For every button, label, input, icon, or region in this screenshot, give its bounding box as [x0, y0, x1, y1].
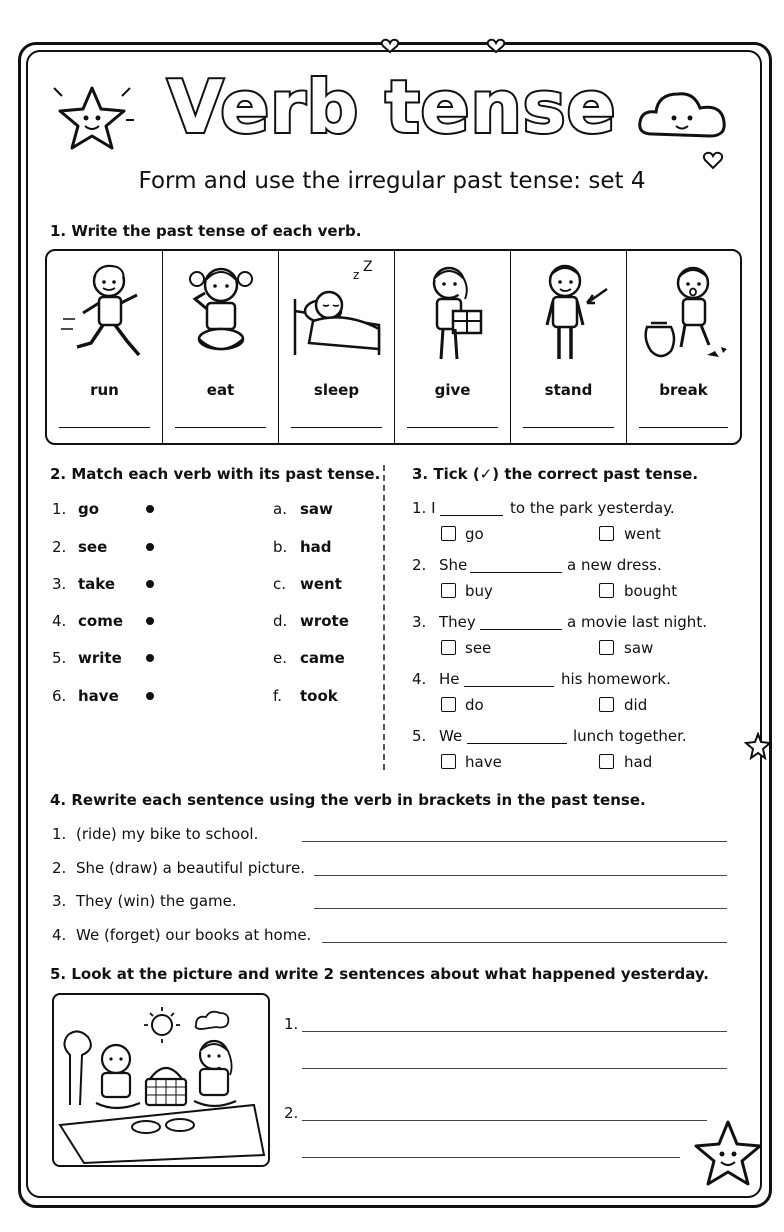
match-right-letter: f. [273, 687, 282, 705]
match-dot[interactable] [146, 505, 154, 513]
tick-item-num: 1. I [412, 499, 436, 517]
match-right-word[interactable]: came [300, 649, 345, 667]
match-left-word[interactable]: take [78, 575, 116, 593]
heart-icon-top-2 [486, 38, 506, 54]
section3-heading: 3. Tick (✓) the correct past tense. [412, 465, 699, 483]
match-dot[interactable] [146, 543, 154, 551]
rewrite-num: 1. [52, 825, 67, 843]
checkbox-label: saw [624, 639, 654, 657]
match-dot[interactable] [146, 617, 154, 625]
verb-word: run [90, 381, 119, 399]
tick-item-text: a new dress. [567, 556, 662, 574]
rewrite-answer-line[interactable] [322, 941, 727, 943]
match-right-word[interactable]: went [300, 575, 342, 593]
match-right-letter: e. [273, 649, 287, 667]
rewrite-num: 2. [52, 859, 67, 877]
verb-word: sleep [313, 381, 360, 399]
rewrite-sentence: We (forget) our books at home. [76, 926, 312, 944]
section5-heading: 5. Look at the picture and write 2 sentences about what happened yesterday. [50, 965, 709, 983]
tick-item-subject: She [439, 556, 468, 574]
tick-blank[interactable] [464, 670, 554, 687]
match-left-num: 3. [52, 575, 67, 593]
checkbox-label: bought [624, 582, 678, 600]
match-dot[interactable] [146, 692, 154, 700]
verb-card [511, 251, 627, 443]
tick-item-subject: He [439, 670, 460, 688]
match-right-word[interactable]: took [300, 687, 338, 705]
answer-blank[interactable] [523, 427, 614, 428]
verb-card [627, 251, 740, 443]
tick-blank[interactable] [467, 727, 567, 744]
checkbox[interactable] [599, 754, 614, 769]
page-title: Verb tense [167, 65, 617, 149]
match-left-num: 5. [52, 649, 67, 667]
verb-card [47, 251, 163, 443]
tick-item-text: his homework. [561, 670, 671, 688]
checkbox[interactable] [599, 583, 614, 598]
match-right-letter: a. [273, 500, 287, 518]
match-left-word[interactable]: come [78, 612, 123, 630]
answer-blank[interactable] [639, 427, 728, 428]
match-right-letter: b. [273, 538, 288, 556]
rewrite-answer-line[interactable] [314, 907, 727, 909]
tick-blank[interactable] [440, 499, 503, 516]
sentence-answer-line[interactable] [302, 1030, 727, 1032]
match-left-word[interactable]: have [78, 687, 119, 705]
checkbox[interactable] [441, 526, 456, 541]
answer-blank[interactable] [59, 427, 150, 428]
tick-item-num: 2. [412, 556, 427, 574]
girl-eating-icon [173, 259, 269, 371]
sentence-num: 1. [284, 1015, 299, 1033]
verb-card [163, 251, 279, 443]
checkbox[interactable] [599, 640, 614, 655]
checkbox-label: went [624, 525, 661, 543]
tick-item-num: 4. [412, 670, 427, 688]
tick-item-num: 3. [412, 613, 427, 631]
sentence-answer-line[interactable] [302, 1156, 680, 1158]
match-left-word[interactable]: see [78, 538, 108, 556]
answer-blank[interactable] [291, 427, 382, 428]
checkbox-label: had [624, 753, 653, 771]
tick-blank[interactable] [470, 556, 562, 573]
girl-with-gift-icon [405, 259, 501, 371]
checkbox[interactable] [599, 526, 614, 541]
star-face-icon-bottom [686, 1116, 770, 1196]
checkbox-label: see [465, 639, 492, 657]
svg-text:z: z [353, 268, 360, 282]
sentence-answer-line[interactable] [302, 1067, 727, 1069]
verb-card [279, 251, 395, 443]
tick-item-subject: We [439, 727, 463, 745]
match-left-num: 6. [52, 687, 67, 705]
checkbox-label: did [624, 696, 648, 714]
tick-item-subject: They [439, 613, 476, 631]
verb-word: give [434, 381, 471, 399]
match-left-num: 1. [52, 500, 67, 518]
svg-text:Z: Z [363, 259, 373, 275]
match-left-num: 2. [52, 538, 67, 556]
rewrite-sentence: She (draw) a beautiful picture. [76, 859, 305, 877]
tick-item-num: 5. [412, 727, 427, 745]
answer-blank[interactable] [407, 427, 498, 428]
boy-running-icon [57, 259, 153, 371]
checkbox[interactable] [599, 697, 614, 712]
boy-broken-vase-icon [637, 259, 733, 371]
rewrite-num: 4. [52, 926, 67, 944]
child-sleeping-icon [289, 259, 385, 371]
verb-picture-grid [45, 249, 742, 445]
section4-heading: 4. Rewrite each sentence using the verb in brackets in the past tense. [50, 791, 646, 809]
match-right-word[interactable]: wrote [300, 612, 349, 630]
checkbox[interactable] [441, 754, 456, 769]
answer-blank[interactable] [175, 427, 266, 428]
match-right-word[interactable]: saw [300, 500, 333, 518]
boy-standing-icon [521, 259, 617, 371]
page-subtitle: Form and use the irregular past tense: set 4 [138, 168, 646, 194]
sentence-answer-line[interactable] [302, 1119, 707, 1121]
heart-icon-top [380, 38, 400, 54]
verb-card [395, 251, 511, 443]
tick-blank[interactable] [480, 613, 562, 630]
rewrite-sentence: (ride) my bike to school. [76, 825, 259, 843]
match-left-word[interactable]: go [78, 500, 100, 518]
verb-word: stand [544, 381, 593, 399]
picnic-picture [52, 993, 270, 1167]
checkbox-label: buy [465, 582, 493, 600]
verb-word: eat [206, 381, 235, 399]
match-dot[interactable] [146, 580, 154, 588]
checkbox[interactable] [441, 640, 456, 655]
match-right-word[interactable]: had [300, 538, 332, 556]
section2-heading: 2. Match each verb with its past tense. [50, 465, 381, 483]
section1-heading: 1. Write the past tense of each verb. [50, 222, 362, 240]
sentence-num: 2. [284, 1104, 299, 1122]
verb-word: break [659, 381, 708, 399]
checkbox-label: do [465, 696, 484, 714]
checkbox-label: go [465, 525, 484, 543]
match-right-letter: d. [273, 612, 288, 630]
match-right-letter: c. [273, 575, 287, 593]
rewrite-answer-line[interactable] [302, 840, 727, 842]
checkbox-label: have [465, 753, 502, 771]
section-divider [383, 465, 385, 770]
rewrite-answer-line[interactable] [314, 874, 727, 876]
match-dot[interactable] [146, 654, 154, 662]
rewrite-num: 3. [52, 892, 67, 910]
tick-item-text: lunch together. [573, 727, 687, 745]
checkbox[interactable] [441, 583, 456, 598]
small-star-icon [744, 732, 772, 760]
tick-item-text: to the park yesterday. [510, 499, 675, 517]
picnic-scene-icon [54, 995, 268, 1165]
match-left-word[interactable]: write [78, 649, 122, 667]
tick-item-text: a movie last night. [567, 613, 707, 631]
checkbox[interactable] [441, 697, 456, 712]
rewrite-sentence: They (win) the game. [76, 892, 237, 910]
match-left-num: 4. [52, 612, 67, 630]
